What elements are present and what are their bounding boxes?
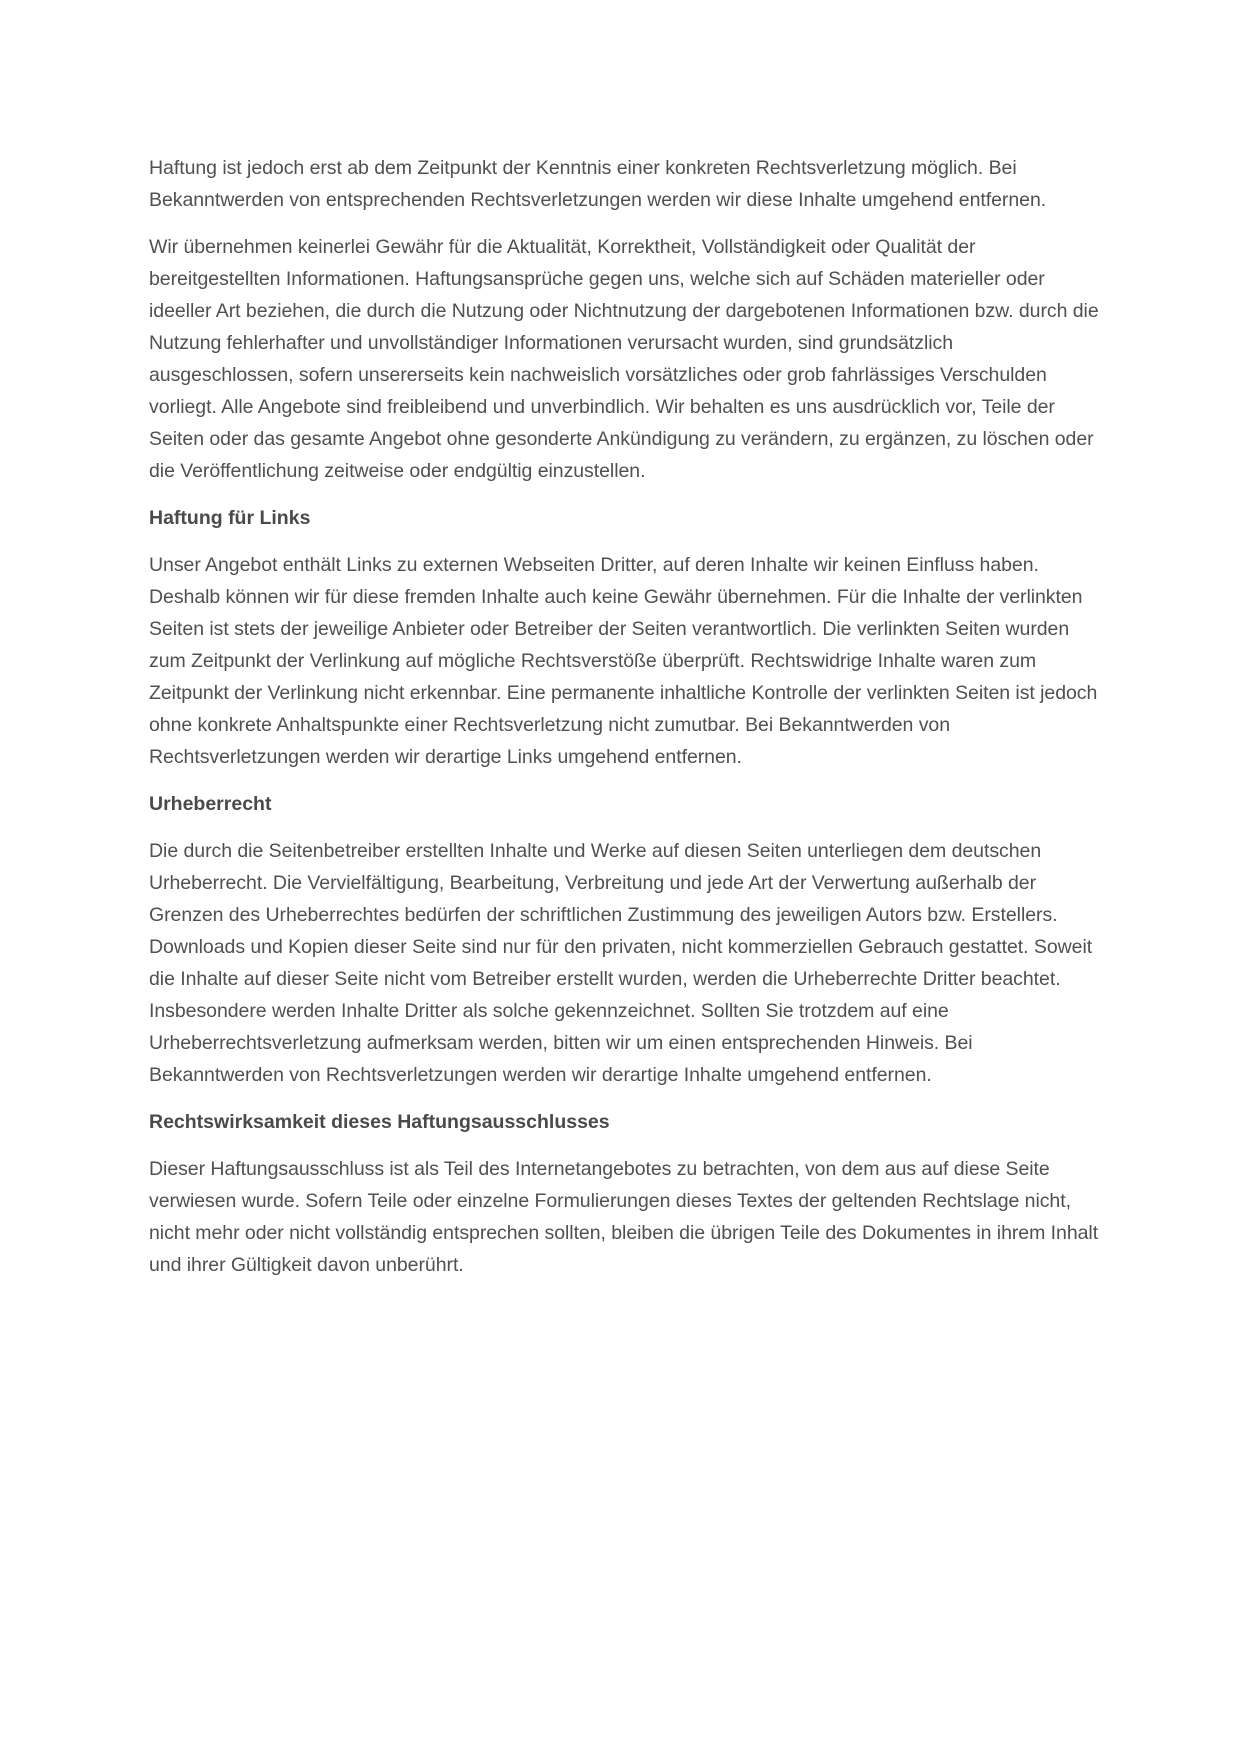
paragraph-haftung-kenntnis: Haftung ist jedoch erst ab dem Zeitpunkt der Kenntnis einer konkreten Rechtsverletzung möglich. Bei Bekanntwerden von entsprechenden Rechtsverletzungen werden wir diese Inhalte umgehend entfernen. [149,157,1047,211]
paragraph-gewaehr-informationen: Wir übernehmen keinerlei Gewähr für die Aktualität, Korrektheit, Vollständigkeit oder Qualität der bereitgestellten Informationen. Haftungsansprüche gegen uns, welche sich auf Schäden materieller oder ideeller Art beziehen, die durch die Nutzung oder Nichtnutzung der dargebotenen Informationen bzw. durch die Nutzung fehlerhafter und unvollständiger Informationen verursacht wurden, sind grundsätzlich ausgeschlossen, sofern unsererseits kein nachweislich vorsätzliches oder grob fahrlässiges Verschulden vorliegt. Alle Angebote sind freibleibend und unverbindlich. Wir behalten es uns ausdrücklich vor, Teile der Seiten oder das gesamte Angebot ohne gesonderte Ankündigung zu verändern, zu ergänzen, zu löschen oder die Veröffentlichung zeitweise oder endgültig einzustellen. [149,236,1099,482]
heading-urheberrecht: Urheberrecht [149,793,272,815]
paragraph-rechtswirksamkeit: Dieser Haftungsausschluss ist als Teil des Internetangebotes zu betrachten, von dem aus auf diese Seite verwiesen wurde. Sofern Teile oder einzelne Formulierungen dieses Textes der geltenden Rechtslage nicht, nicht mehr oder nicht vollständig entsprechen sollten, bleiben die übrigen Teile des Dokumentes in ihrem Inhalt und ihrer Gültigkeit davon unberührt. [149,1158,1099,1276]
paragraph-haftung-fuer-links: Unser Angebot enthält Links zu externen Webseiten Dritter, auf deren Inhalte wir keinen Einfluss haben. Deshalb können wir für diese fremden Inhalte auch keine Gewähr übernehmen. Für die Inhalte der verlinkten Seiten ist stets der jeweilige Anbieter oder Betreiber der Seiten verantwortlich. Die verlinkten Seiten wurden zum Zeitpunkt der Verlinkung auf mögliche Rechtsverstöße überprüft. Rechtswidrige Inhalte waren zum Zeitpunkt der Verlinkung nicht erkennbar. Eine permanente inhaltliche Kontrolle der verlinkten Seiten ist jedoch ohne konkrete Anhaltspunkte einer Rechtsverletzung nicht zumutbar. Bei Bekanntwerden von Rechtsverletzungen werden wir derartige Links umgehend entfernen. [149,554,1098,768]
document-page [149,152,1099,1296]
paragraph-urheberrecht: Die durch die Seitenbetreiber erstellten Inhalte und Werke auf diesen Seiten unterliegen dem deutschen Urheberrecht. Die Vervielfältigung, Bearbeitung, Verbreitung und jede Art der Verwertung außerhalb der Grenzen des Urheberrechtes bedürfen der schriftlichen Zustimmung des jeweiligen Autors bzw. Erstellers. Downloads und Kopien dieser Seite sind nur für den privaten, nicht kommerziellen Gebrauch gestattet. Soweit die Inhalte auf dieser Seite nicht vom Betreiber erstellt wurden, werden die Urheberrechte Dritter beachtet. Insbesondere werden Inhalte Dritter als solche gekennzeichnet. Sollten Sie trotzdem auf eine Urheberrechtsverletzung aufmerksam werden, bitten wir um einen entsprechenden Hinweis. Bei Bekanntwerden von Rechtsverletzungen werden wir derartige Inhalte umgehend entfernen. [149,840,1093,1086]
heading-haftung-fuer-links: Haftung für Links [149,507,311,529]
heading-rechtswirksamkeit: Rechtswirksamkeit dieses Haftungsausschlusses [149,1111,610,1133]
